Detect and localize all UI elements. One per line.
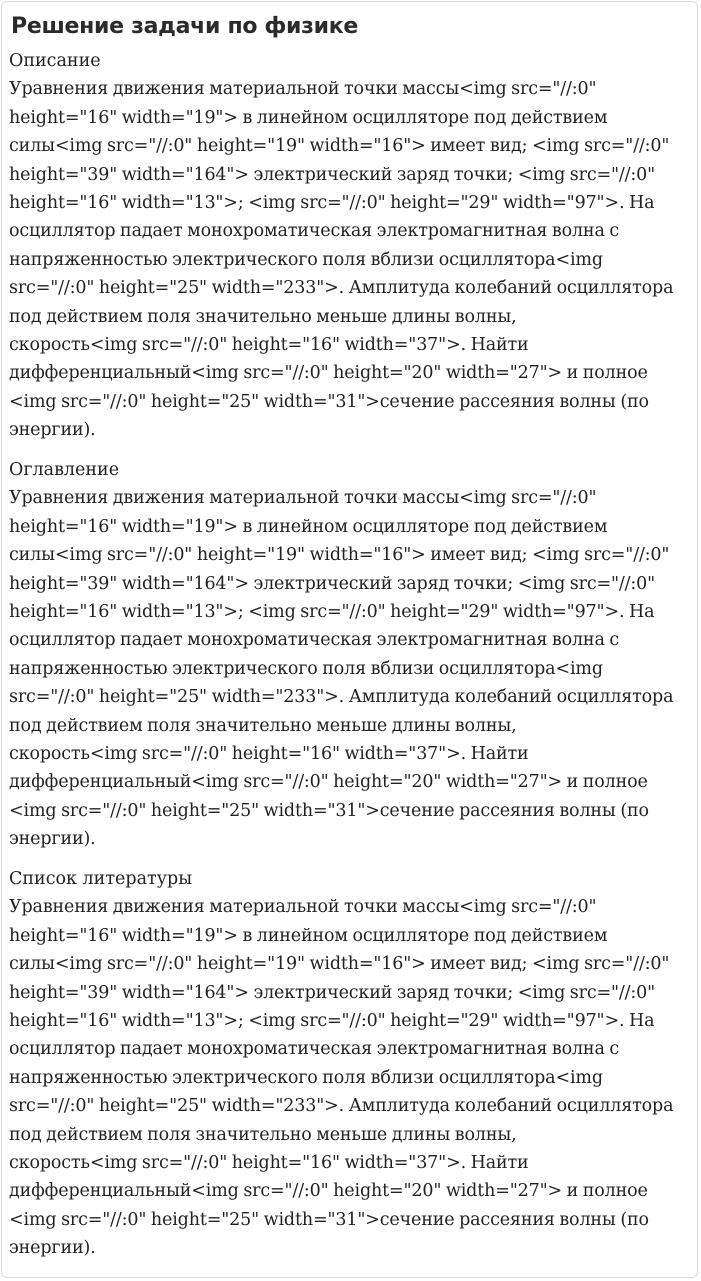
paragraph-line: src="//:0" height="25" width="233">. Амплитуда колебаний осциллятора xyxy=(9,1096,674,1117)
section-body xyxy=(9,893,689,1262)
paragraph-line: скорость<img src="//:0" height="16" width="37">. Найти xyxy=(9,744,529,765)
paragraph-line: осциллятор падает монохроматическая электромагнитная волна с xyxy=(9,221,619,242)
paragraph-line: энергии). xyxy=(9,829,96,850)
paragraph-line: Уравнения движения материальной точки массы<img src="//:0" xyxy=(9,488,597,509)
section-heading: Оглавление xyxy=(9,460,120,480)
paragraph-line: силы<img src="//:0" height="19" width="16"> имеет вид; <img src="//:0" xyxy=(9,954,670,975)
paragraph-line: скорость<img src="//:0" height="16" width="37">. Найти xyxy=(9,335,529,356)
paragraph-line: height="16" width="19"> в линейном осцилляторе под действием xyxy=(9,516,608,537)
paragraph-line: <img src="//:0" height="25" width="31">сечение рассеяния волны (по xyxy=(9,800,649,821)
paragraph-line: <img src="//:0" height="25" width="31">сечение рассеяния волны (по xyxy=(9,391,649,412)
paragraph-line: под действием поля значительно меньше длины волны, xyxy=(9,306,517,327)
paragraph-line: энергии). xyxy=(9,1238,96,1259)
section-contents xyxy=(9,456,689,854)
paragraph-line: Уравнения движения материальной точки массы<img src="//:0" xyxy=(9,79,597,100)
paragraph-line: напряженностью электрического поля вблизи осциллятора<img xyxy=(9,1067,603,1088)
paragraph-line: осциллятор падает монохроматическая электромагнитная волна с xyxy=(9,630,619,651)
paragraph-line: напряженностью электрического поля вблизи осциллятора<img xyxy=(9,249,603,270)
paragraph-line: height="16" width="13">; <img src="//:0" height="29" width="97">. На xyxy=(9,193,655,214)
paragraph-line: Уравнения движения материальной точки массы<img src="//:0" xyxy=(9,897,597,918)
page-title: Решение задачи по физике xyxy=(11,14,359,39)
paragraph-line: скорость<img src="//:0" height="16" width="37">. Найти xyxy=(9,1153,529,1174)
section-description xyxy=(9,47,689,445)
paragraph-line: height="39" width="164"> электрический заряд точки; <img src="//:0" xyxy=(9,573,656,594)
paragraph-line: энергии). xyxy=(9,420,96,441)
paragraph-line: напряженностью электрического поля вблизи осциллятора<img xyxy=(9,658,603,679)
paragraph-line: дифференциальный<img src="//:0" height="20" width="27"> и полное xyxy=(9,1181,648,1202)
paragraph-line: src="//:0" height="25" width="233">. Амплитуда колебаний осциллятора xyxy=(9,687,674,708)
section-body xyxy=(9,484,689,853)
paragraph-line: height="16" width="13">; <img src="//:0" height="29" width="97">. На xyxy=(9,602,655,623)
paragraph-line: src="//:0" height="25" width="233">. Амплитуда колебаний осциллятора xyxy=(9,278,674,299)
paragraph-line: height="16" width="13">; <img src="//:0" height="29" width="97">. На xyxy=(9,1011,655,1032)
paragraph-line: <img src="//:0" height="25" width="31">сечение рассеяния волны (по xyxy=(9,1209,649,1230)
section-references xyxy=(9,865,689,1263)
section-body xyxy=(9,75,689,444)
paragraph-line: под действием поля значительно меньше длины волны, xyxy=(9,715,517,736)
paragraph-line: силы<img src="//:0" height="19" width="16"> имеет вид; <img src="//:0" xyxy=(9,545,670,566)
paragraph-line: силы<img src="//:0" height="19" width="16"> имеет вид; <img src="//:0" xyxy=(9,136,670,157)
paragraph-line: дифференциальный<img src="//:0" height="20" width="27"> и полное xyxy=(9,363,648,384)
paragraph-line: осциллятор падает монохроматическая электромагнитная волна с xyxy=(9,1039,619,1060)
section-heading: Описание xyxy=(9,51,101,71)
paragraph-line: height="16" width="19"> в линейном осцилляторе под действием xyxy=(9,107,608,128)
paragraph-line: height="16" width="19"> в линейном осцилляторе под действием xyxy=(9,925,608,946)
paragraph-line: дифференциальный<img src="//:0" height="20" width="27"> и полное xyxy=(9,772,648,793)
section-heading: Список литературы xyxy=(9,869,193,889)
paragraph-line: под действием поля значительно меньше длины волны, xyxy=(9,1124,517,1145)
paragraph-line: height="39" width="164"> электрический заряд точки; <img src="//:0" xyxy=(9,164,656,185)
paragraph-line: height="39" width="164"> электрический заряд точки; <img src="//:0" xyxy=(9,982,656,1003)
